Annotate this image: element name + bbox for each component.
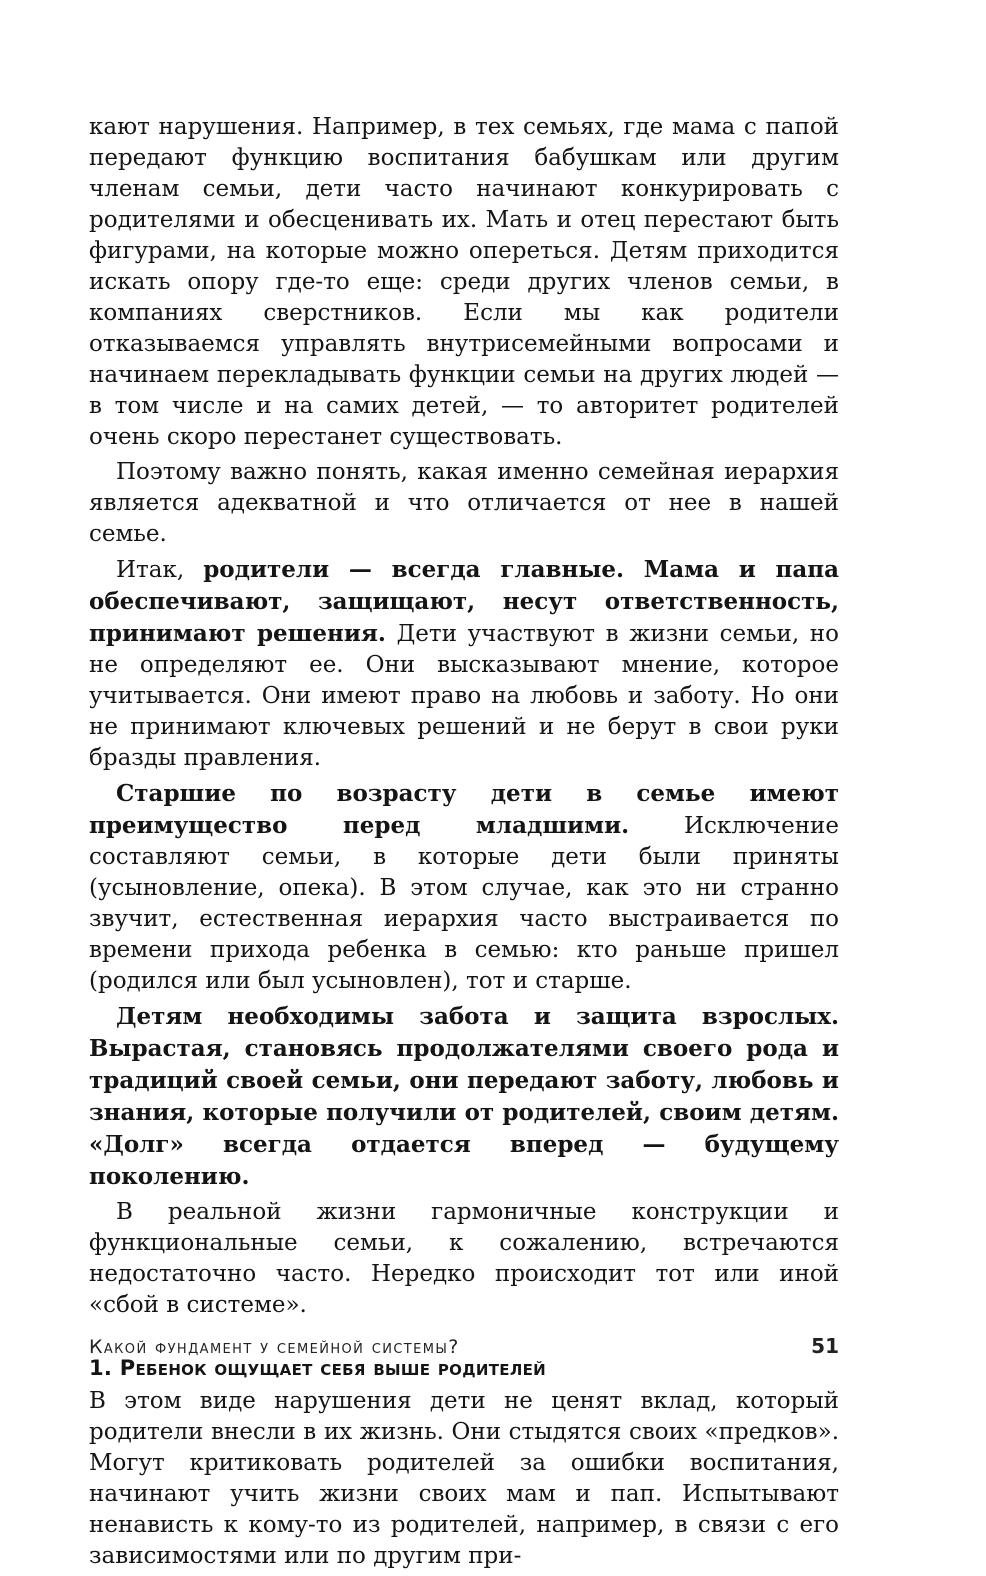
paragraph-3-lead: Итак, [116, 557, 204, 583]
page-number: 51 [811, 1334, 839, 1358]
paragraph-1 [89, 112, 839, 453]
paragraph-2 [89, 457, 839, 550]
running-footer-title: Какой фундамент у семейной системы? [89, 1336, 460, 1358]
section-heading: 1. Ребенок ощущает себя выше родителей [89, 1356, 546, 1380]
paragraph-3-bold: родители — всегда главные. Мама и папа обеспечивают, защищают, несут ответственность, принимают решения. [89, 556, 839, 647]
paragraph-6-text: В реальной жизни гармоничные конструкции и функциональные семьи, к сожалению, встречаются недостаточно часто. Нередко происходит тот или иной «сбой в системе». [89, 1199, 839, 1318]
section-paragraph [89, 1386, 839, 1572]
paragraph-4-bold: Старшие по возрасту дети в семье имеют преимущество перед младшими. [89, 780, 839, 839]
paragraph-4-text: Исключение составляют семьи, в которые дети были приняты (усыновление, опека). В этом случае, как это ни странно звучит, естественная иерархия часто выстраивается по времени прихода ребенка в семью: кто раньше пришел (родился или был усыновлен), тот и старше. [89, 813, 839, 994]
paragraph-1-text: кают нарушения. Например, в тех семьях, где мама с папой передают функцию воспитания бабушкам или другим членам семьи, дети часто начинают конкурировать с родителями и обесценивать их. Мать и отец перестают быть фигурами, на которые можно опереться. Детям приходится искать опору где-то еще: среди других членов семьи, в компаниях сверстников. Если мы как родители отказываемся управлять внутрисемейными вопросами и начинаем перекладывать функции семьи на других людей — в том числе и на самих детей, — то авторитет родителей очень скоро перестанет существовать. [89, 114, 839, 450]
paragraph-6 [89, 1197, 839, 1321]
paragraph-3-text: Дети участвуют в жизни семьи, но не определяют ее. Они высказывают мнение, которое учитывается. Они имеют право на любовь и заботу. Но они не принимают ключевых решений и не берут в свои руки бразды правления. [89, 621, 839, 771]
paragraph-5-bold: Детям необходимы забота и защита взрослых. Вырастая, становясь продолжателями своего рода и традиций своей семьи, они передают заботу, любовь и знания, которые получили от родителей, своим детям. «Долг» всегда отдается вперед — будущему поколению. [89, 1003, 839, 1190]
page-footer [89, 1334, 839, 1358]
paragraph-3 [89, 554, 839, 774]
paragraph-4 [89, 778, 839, 997]
paragraph-5 [89, 1001, 839, 1193]
section-paragraph-text: В этом виде нарушения дети не ценят вклад, который родители внесли в их жизнь. Они стыдятся своих «предков». Могут критиковать родителей за ошибки воспитания, начинают учить жизни своих мам и пап. Испытывают ненависть к кому-то из родителей, например, в связи с его зависимостями или по другим при- [89, 1388, 839, 1569]
paragraph-2-text: Поэтому важно понять, какая именно семейная иерархия является адекватной и что отличается от нее в нашей семье. [89, 459, 839, 547]
